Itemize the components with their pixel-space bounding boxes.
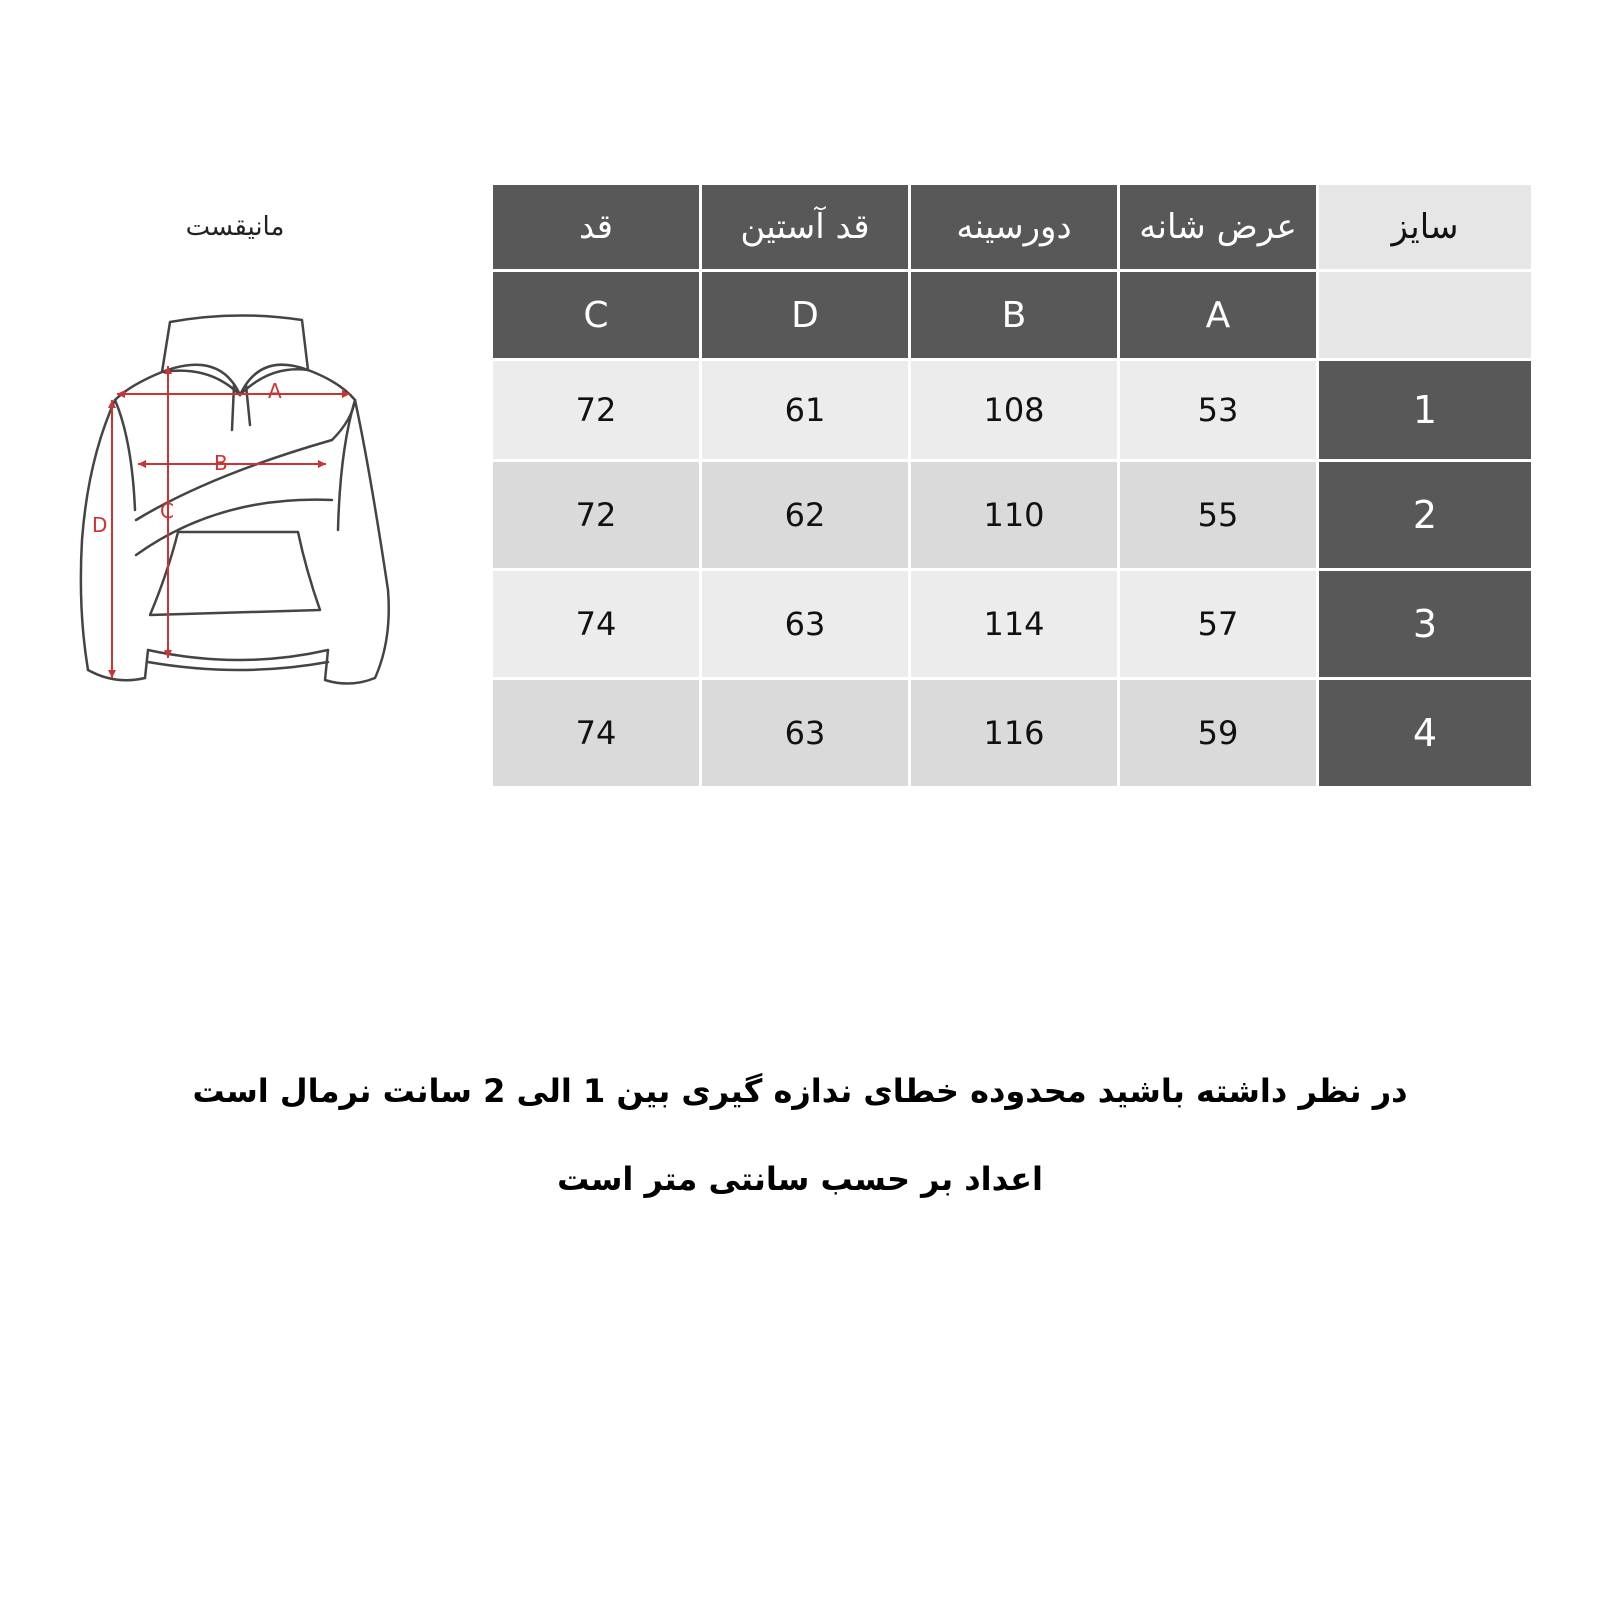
letter-d: D [702,272,908,358]
size-label: 4 [1319,680,1531,786]
size-chart-table [493,185,1533,780]
header-shoulder-width: عرض شانه [1120,185,1316,269]
header-height: قد [493,185,699,269]
header-chest: دورسینه [911,185,1117,269]
table-cell: 63 [702,680,908,786]
brand-label: مانیقست [185,212,285,242]
label-d: D [92,513,108,537]
size-label: 1 [1319,361,1531,459]
table-cell: 72 [493,361,699,459]
letter-empty [1319,272,1531,358]
table-cell: 74 [493,680,699,786]
table-cell: 59 [1120,680,1316,786]
label-c: C [160,499,174,523]
measurement-tolerance-note: در نظر داشته باشید محدوده خطای ندازه گیری بین 1 الی 2 سانت نرمال است [192,1072,1408,1110]
letter-b: B [911,272,1117,358]
hoodie-measurement-diagram [70,310,410,710]
label-b: B [214,451,228,475]
table-cell: 61 [702,361,908,459]
table-cell: 108 [911,361,1117,459]
table-cell: 114 [911,571,1117,677]
header-size: سایز [1319,185,1531,269]
table-cell: 110 [911,462,1117,568]
table-cell: 55 [1120,462,1316,568]
letter-c: C [493,272,699,358]
table-cell: 53 [1120,361,1316,459]
letter-a: A [1120,272,1316,358]
table-cell: 63 [702,571,908,677]
label-a: A [268,379,282,403]
header-sleeve-length: قد آستین [702,185,908,269]
table-cell: 57 [1120,571,1316,677]
table-cell: 74 [493,571,699,677]
table-cell: 62 [702,462,908,568]
table-cell: 116 [911,680,1117,786]
table-cell: 72 [493,462,699,568]
unit-note: اعداد بر حسب سانتی متر است [557,1160,1043,1198]
size-label: 3 [1319,571,1531,677]
size-label: 2 [1319,462,1531,568]
